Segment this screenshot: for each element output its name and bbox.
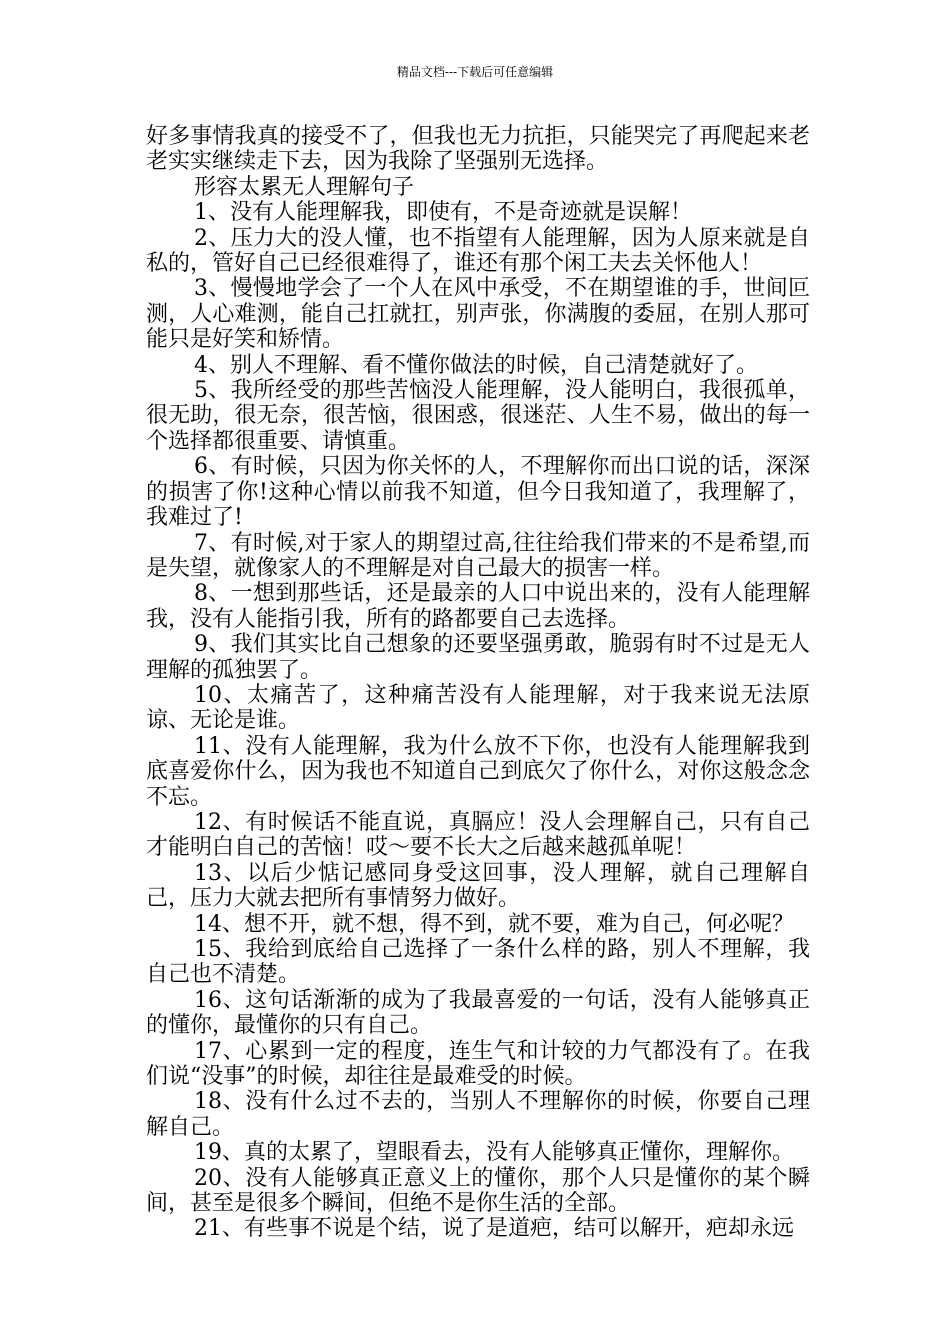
list-item: 21、有些事不说是个结，说了是道疤，结可以解开，疤却永远 — [194, 1216, 794, 1242]
section-heading: 形容太累无人理解句子 — [194, 174, 415, 200]
list-item: 18、没有什么过不去的，当别人不理解你的时候，你要自己理解自己。 — [146, 1089, 810, 1140]
list-item: 4、别人不理解、看不懂你做法的时候，自己清楚就好了。 — [194, 352, 758, 378]
list-item: 16、这句话渐渐的成为了我最喜爱的一句话，没有人能够真正的懂你，最懂你的只有自己。 — [146, 987, 810, 1039]
list-item: 3、慢慢地学会了一个人在风中承受，不在期望谁的手，世间叵测，人心难测，能自己扛就扛，别声张，你满腹的委屈，在别人那可能只是好笑和矫情。 — [146, 276, 810, 353]
list-item: 15、我给到底给自己选择了一条什么样的路，别人不理解，我自己也不清楚。 — [146, 937, 810, 988]
list-item: 6、有时候，只因为你关怀的人，不理解你而出口说的话，深深的损害了你!这种心情以前我不知道，但今日我知道了，我理解了，我难过了! — [146, 454, 810, 531]
list-item: 1、没有人能理解我，即使有，不是奇迹就是误解！ — [194, 200, 692, 226]
list-item: 9、我们其实比自己想象的还要坚强勇敢，脆弱有时不过是无人理解的孤独罢了。 — [146, 632, 810, 683]
list-item: 13、以后少惦记感同身受这回事，没人理解，就自己理解自己，压力大就去把所有事情努力做好。 — [146, 860, 810, 912]
list-item: 11、没有人能理解，我为什么放不下你，也没有人能理解我到底喜爱你什么，因为我也不知道自己到底欠了你什么，对你这般念念不忘。 — [146, 733, 810, 810]
document-body — [146, 124, 810, 1242]
list-item: 20、没有人能够真正意义上的懂你，那个人只是懂你的某个瞬间，甚至是很多个瞬间，但绝不是你生活的全部。 — [146, 1165, 810, 1217]
list-item: 17、心累到一定的程度，连生气和计较的力气都没有了。在我们说“没事”的时候，却往往是最难受的时候。 — [146, 1038, 810, 1090]
list-item: 19、真的太累了，望眼看去，没有人能够真正懂你，理解你。 — [194, 1140, 794, 1166]
list-item: 8、一想到那些话，还是最亲的人口中说出来的，没有人能理解我，没有人能指引我，所有的路都要自己去选择。 — [146, 581, 810, 632]
list-item: 12、有时候话不能直说，真膈应！没人会理解自己，只有自己才能明白自己的苦恼！哎～要不长大之后越来越孤单呢！ — [146, 809, 810, 861]
list-item: 7、有时候,对于家人的期望过高,往往给我们带来的不是希望,而是失望，就像家人的不理解是对自己最大的损害一样。 — [146, 530, 810, 581]
list-item: 10、太痛苦了，这种痛苦没有人能理解，对于我来说无法原谅、无论是谁。 — [146, 682, 810, 734]
paragraph: 好多事情我真的接受不了，但我也无力抗拒，只能哭完了再爬起来老老实实继续走下去，因为我除了坚强别无选择。 — [146, 124, 810, 175]
list-item: 14、想不开，就不想，得不到，就不要，难为自己，何必呢？ — [194, 911, 794, 937]
list-item: 5、我所经受的那些苦恼没人能理解，没人能明白，我很孤单，很无助，很无奈，很苦恼，很困惑，很迷茫、人生不易，做出的每一个选择都很重要、请慎重。 — [146, 378, 810, 454]
page-header: 精品文档---下载后可任意编辑 — [396, 65, 554, 79]
list-item: 2、压力大的没人懂，也不指望有人能理解，因为人原来就是自私的，管好自己已经很难得了，谁还有那个闲工夫去关怀他人！ — [146, 225, 810, 277]
